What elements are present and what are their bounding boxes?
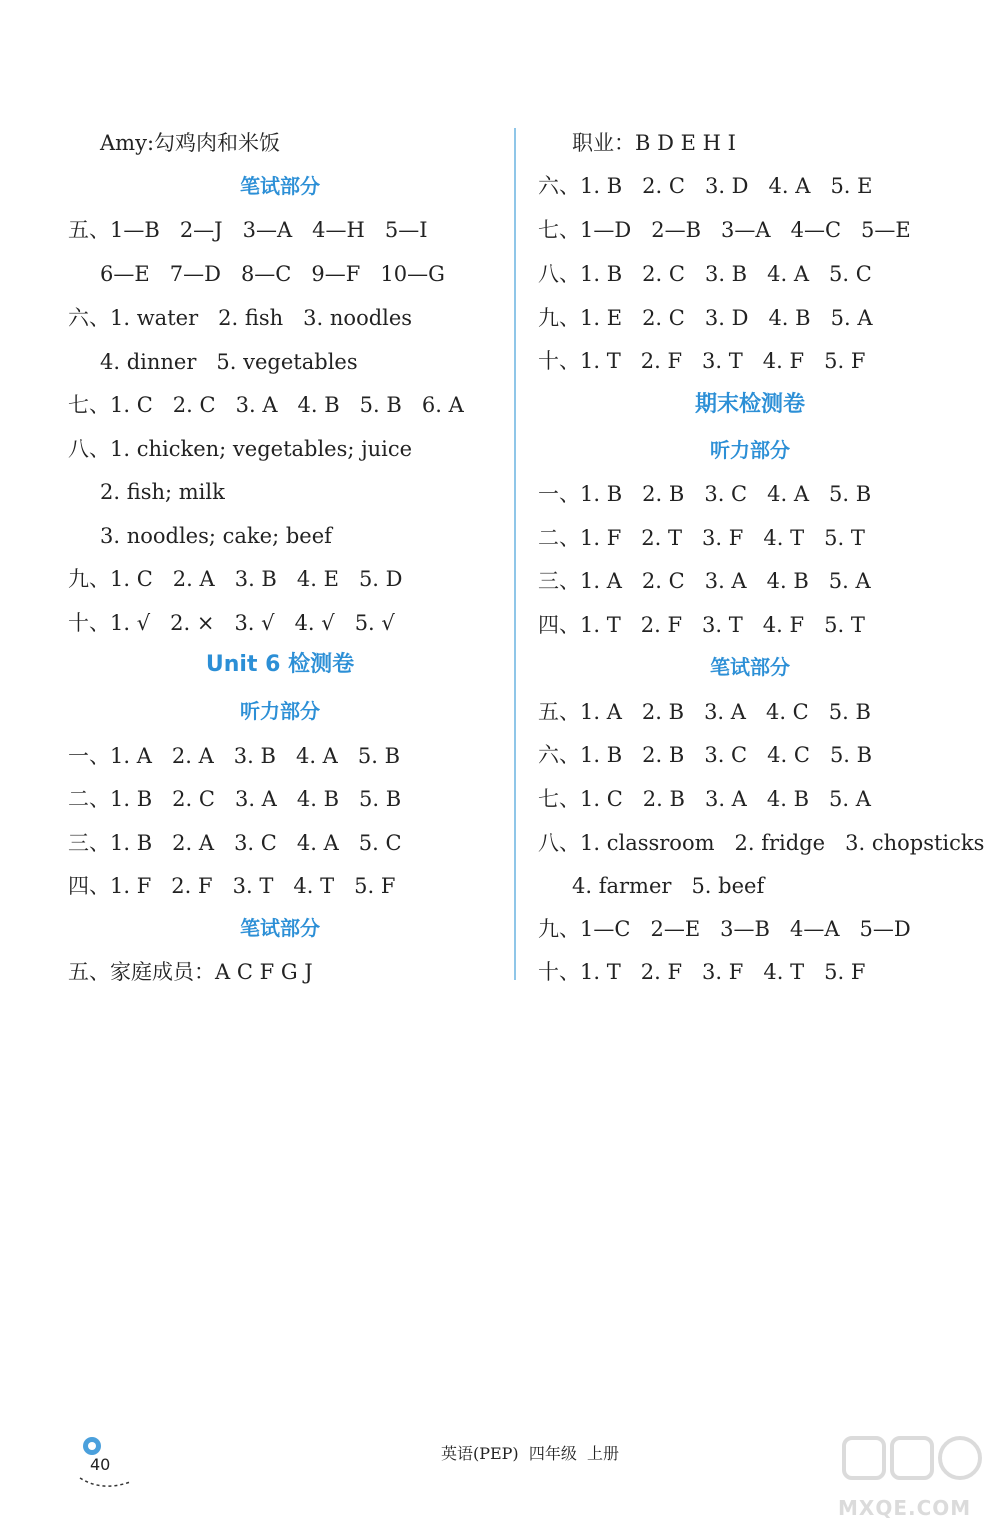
section-heading-written: 笔试部分 <box>710 655 790 679</box>
answer-line: 十、1. T 2. F 3. F 4. T 5. F <box>538 960 866 984</box>
exam-heading: 期末检测卷 <box>694 392 805 417</box>
section-heading-listening: 听力部分 <box>710 438 790 462</box>
watermark-logo-icon <box>838 1432 988 1492</box>
answer-line: 九、1. C 2. A 3. B 4. E 5. D <box>68 567 403 591</box>
column-divider <box>514 128 516 980</box>
answer-line: 3. noodles; cake; beef <box>100 524 332 548</box>
answer-line: 五、1. A 2. B 3. A 4. C 5. B <box>538 700 871 724</box>
answer-line: 八、1. classroom 2. fridge 3. chopsticks <box>538 831 985 855</box>
answer-line: 十、1. √ 2. × 3. √ 4. √ 5. √ <box>68 611 395 635</box>
watermark-site-text: MXQE.COM <box>838 1496 972 1520</box>
answer-line: 十、1. T 2. F 3. T 4. F 5. F <box>538 349 866 373</box>
answer-line: 五、家庭成员：A C F G J <box>68 960 313 984</box>
answer-line: 四、1. F 2. F 3. T 4. T 5. F <box>68 874 396 898</box>
answer-line: 一、1. A 2. A 3. B 4. A 5. B <box>68 744 401 768</box>
answer-line: 七、1. C 2. B 3. A 4. B 5. A <box>538 787 871 811</box>
section-heading-listening: 听力部分 <box>240 699 320 723</box>
answer-line: 4. dinner 5. vegetables <box>100 350 358 374</box>
answer-line: Amy:勾鸡肉和米饭 <box>100 131 281 155</box>
answer-line: 八、1. B 2. C 3. B 4. A 5. C <box>538 262 872 286</box>
section-heading-written: 笔试部分 <box>240 916 320 940</box>
answer-line: 九、1. E 2. C 3. D 4. B 5. A <box>538 306 873 330</box>
answer-line: 二、1. F 2. T 3. F 4. T 5. T <box>538 526 865 550</box>
site-watermark <box>838 1432 988 1520</box>
page-number: 40 <box>90 1455 111 1474</box>
answer-line: 五、1—B 2—J 3—A 4—H 5—I <box>68 218 428 242</box>
answer-line: 三、1. A 2. C 3. A 4. B 5. A <box>538 569 871 593</box>
answer-line: 4. farmer 5. beef <box>572 874 765 898</box>
answer-line: 2. fish; milk <box>100 480 225 504</box>
answer-line: 六、1. water 2. fish 3. noodles <box>68 306 413 330</box>
unit-heading: Unit 6 检测卷 <box>205 652 355 677</box>
answer-line: 6—E 7—D 8—C 9—F 10—G <box>100 262 445 286</box>
answer-line: 九、1—C 2—E 3—B 4—A 5—D <box>538 917 911 941</box>
answer-line: 七、1. C 2. C 3. A 4. B 5. B 6. A <box>68 393 464 417</box>
answer-line: 六、1. B 2. B 3. C 4. C 5. B <box>538 743 873 767</box>
answer-line: 一、1. B 2. B 3. C 4. A 5. B <box>538 482 872 506</box>
answer-line: 四、1. T 2. F 3. T 4. F 5. T <box>538 613 865 637</box>
answer-line: 六、1. B 2. C 3. D 4. A 5. E <box>538 174 873 198</box>
answer-line: 七、1—D 2—B 3—A 4—C 5—E <box>538 218 911 242</box>
answer-line: 三、1. B 2. A 3. C 4. A 5. C <box>68 831 402 855</box>
section-heading-written: 笔试部分 <box>240 174 320 198</box>
book-title: 英语(PEP) 四年级 上册 <box>440 1444 620 1463</box>
answer-line: 职业：B D E H I <box>572 131 736 155</box>
answer-line: 八、1. chicken; vegetables; juice <box>68 437 413 461</box>
answer-line: 二、1. B 2. C 3. A 4. B 5. B <box>68 787 402 811</box>
